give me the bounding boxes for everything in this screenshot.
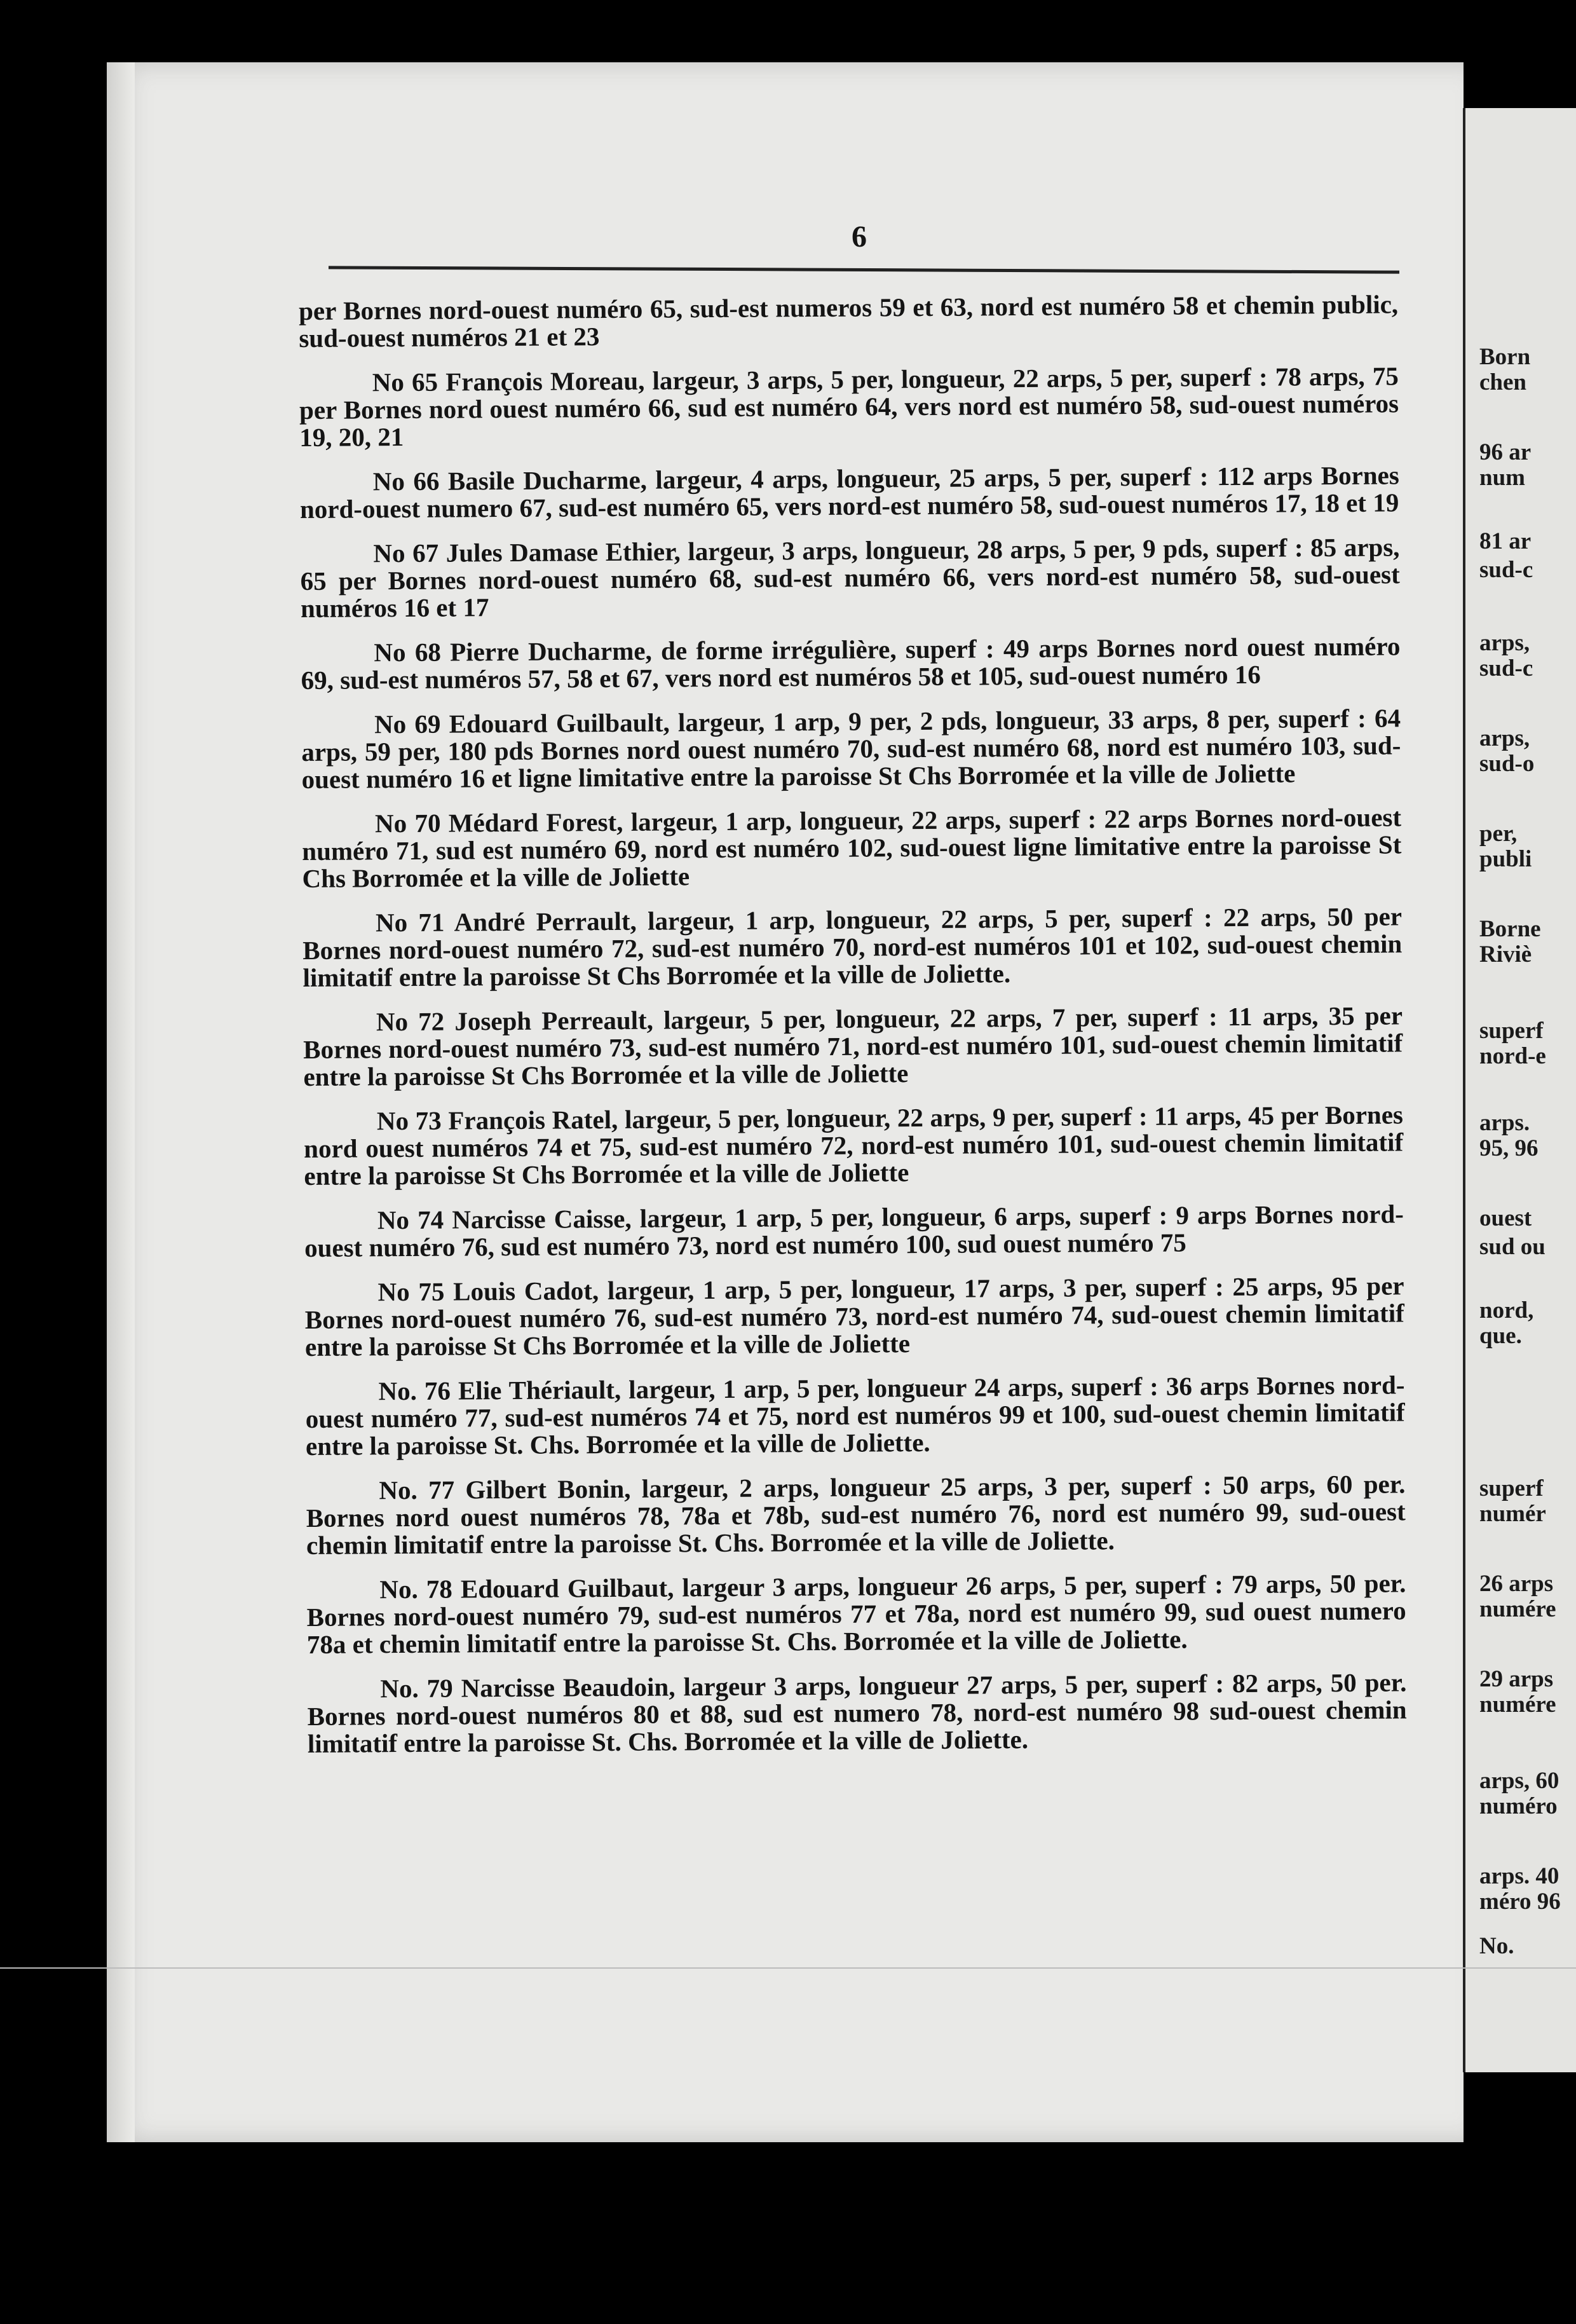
facing-page-text: 96 ar	[1479, 439, 1532, 465]
lot-entry	[305, 1371, 1405, 1460]
lot-entry	[300, 461, 1399, 523]
lot-descriptions	[299, 290, 1407, 1775]
lot-number: No 71	[375, 907, 445, 938]
microfilm-line	[0, 1967, 1576, 1969]
facing-page-text: que.	[1479, 1323, 1522, 1349]
facing-page-text: Born	[1479, 344, 1531, 370]
lot-number: No 68	[374, 637, 442, 667]
facing-page-text: Riviè	[1479, 941, 1532, 967]
lot-number: No. 76	[378, 1376, 451, 1406]
facing-page-text: superf	[1479, 1018, 1544, 1044]
facing-page-text: Borne	[1479, 916, 1541, 942]
facing-page-fragment	[1463, 108, 1576, 2072]
facing-page-text: numére	[1479, 1596, 1556, 1622]
lot-entry	[307, 1669, 1407, 1758]
lot-entry	[302, 903, 1403, 992]
lot-number: No 69	[374, 709, 441, 739]
lot-number: No 66	[372, 466, 440, 496]
lot-entry	[304, 1272, 1404, 1361]
lot-text: Narcisse Beaudoin, largeur 3 arps, longueur 27 arps, 5 per, superf : 82 arps, 50 per. Bornes nord-ouest numéros 80 et 88, sud est numero 78, nord-est numéro 98 sud-ouest chemin limitatif entre la paroisse St. Chs. Borromée et la ville de Joliette.	[307, 1667, 1407, 1758]
lot-entry	[301, 704, 1401, 793]
lot-entry	[306, 1470, 1406, 1559]
facing-page-text: arps. 40	[1479, 1863, 1559, 1889]
facing-page-text: numéro	[1479, 1793, 1558, 1819]
lot-text: Gilbert Bonin, largeur, 2 arps, longueur 25 arps, 3 per, superf : 50 arps, 60 per. Bornes nord ouest numéros 78, 78a et 78b, sud-est numéro 76, nord est numéro 99, sud-ouest chemin limitatif entre la paroisse St. Chs. Borromée et la ville de Joliette.	[306, 1469, 1406, 1560]
lot-text: Médard Forest, largeur, 1 arp, longueur, 22 arps, superf : 22 arps Bornes nord-ouest numéro 71, sud est numéro 69, nord est numéro 102, sud-ouest ligne limitative entre la paroisse St Chs Borromée et la ville de Joliette	[302, 802, 1402, 893]
lot-text: Narcisse Caisse, largeur, 1 arp, 5 per, longueur, 6 arps, superf : 9 arps Bornes nord-ouest numéro 76, sud est numéro 73, nord est numéro 100, sud ouest numéro 75	[304, 1199, 1404, 1262]
facing-page-text: 26 arps	[1479, 1571, 1554, 1597]
facing-page-text: No.	[1479, 1933, 1514, 1959]
facing-page-text: sud-o	[1479, 751, 1535, 777]
lot-entry	[304, 1200, 1404, 1262]
facing-page-text: chen	[1479, 369, 1526, 395]
facing-page-text: arps.	[1479, 1110, 1530, 1136]
lot-text: François Moreau, largeur, 3 arps, 5 per, longueur, 22 arps, 5 per, superf : 78 arps, 75 per Bornes nord ouest numéro 66, sud est numéro 64, vers nord est numéro 58, sud-ouest numéros 19, 20, 21	[299, 361, 1399, 452]
facing-page-text: sud-c	[1479, 557, 1533, 583]
page-number: 6	[852, 220, 867, 254]
lot-entry	[303, 1002, 1403, 1091]
facing-page-text: numére	[1479, 1692, 1556, 1718]
lot-number: No 75	[377, 1276, 445, 1307]
lot-text: Edouard Guilbault, largeur, 1 arp, 9 per, 2 pds, longueur, 33 arps, 8 per, superf : 64 arps, 59 per, 180 pds Bornes nord ouest numéro 70, sud-est numéro 68, nord est numéro 103, sud-ouest numéro 16 et ligne limitative entre la paroisse St Chs Borromée et la ville de Joliette	[301, 703, 1401, 794]
facing-page-text: superf	[1479, 1475, 1544, 1501]
lot-entry	[304, 1101, 1404, 1190]
lot-number: No 65	[372, 367, 438, 397]
facing-page-text: arps,	[1479, 630, 1530, 656]
facing-page-text: arps, 60	[1479, 1768, 1559, 1794]
lot-entry	[300, 533, 1400, 622]
facing-page-text: arps,	[1479, 725, 1530, 751]
lot-text: Elie Thériault, largeur, 1 arp, 5 per, longueur 24 arps, superf : 36 arps Bornes nord-ouest numéro 77, sud-est numéros 74 et 75, nord est numéros 99 et 100, sud-ouest chemin limitatif entre la paroisse St. Chs. Borromée et la ville de Joliette.	[305, 1370, 1405, 1461]
lot-text: Louis Cadot, largeur, 1 arp, 5 per, longueur, 17 arps, 3 per, superf : 25 arps, 95 per Bornes nord-ouest numéro 76, sud-est numéro 73, nord-est numéro 74, sud-ouest chemin limitatif entre la paroisse St Chs Borromée et la ville de Joliette	[304, 1271, 1404, 1362]
lot-text: Edouard Guilbaut, largeur 3 arps, longueur 26 arps, 5 per, superf : 79 arps, 50 per. Bornes nord-ouest numéro 79, sud-est numéros 77 et 78a, nord est numéro 99, sud ouest numero 78a et chemin limitatif entre la paroisse St. Chs. Borromée et la ville de Joliette.	[306, 1568, 1406, 1659]
facing-page-text: per,	[1479, 821, 1518, 847]
facing-page-text: nord-e	[1479, 1043, 1546, 1069]
lot-entry	[301, 632, 1400, 694]
lot-number: No. 77	[379, 1475, 455, 1505]
facing-page-text: numér	[1479, 1501, 1546, 1527]
lot-text: Pierre Ducharme, de forme irrégulière, superf : 49 arps Bornes nord ouest numéro 69, sud-est numéros 57, 58 et 67, vers nord est numéros 58 et 105, sud-ouest numéro 16	[301, 631, 1401, 695]
facing-page-text: 29 arps	[1479, 1666, 1554, 1692]
lot-number: No. 78	[379, 1574, 452, 1604]
facing-page-text: publi	[1479, 846, 1532, 872]
lot-number: No 74	[377, 1205, 444, 1235]
lot-text: Jules Damase Ethier, largeur, 3 arps, longueur, 28 arps, 5 per, 9 pds, superf : 85 arps, 65 per Bornes nord-ouest numéro 68, sud-est numéro 66, vers nord-est numéro 58, sud-ouest numéros 16 et 17	[300, 532, 1400, 623]
facing-page-text: sud ou	[1479, 1234, 1545, 1260]
lot-number: No 67	[373, 538, 439, 568]
lot-text: Basile Ducharme, largeur, 4 arps, longueur, 25 arps, 5 per, superf : 112 arps Bornes nord-ouest numero 67, sud-est numéro 65, vers nord-est numéro 58, sud-ouest numéros 17, 18 et 19	[299, 460, 1399, 524]
lot-entry	[302, 803, 1402, 892]
lot-text: François Ratel, largeur, 5 per, longueur, 22 arps, 9 per, superf : 11 arps, 45 per Bornes nord ouest numéros 74 et 75, sud-est numéro 72, nord-est numéro 101, sud-ouest chemin limitatif entre la paroisse St Chs Borromée et la ville de Joliette	[304, 1100, 1404, 1191]
lot-entry	[299, 362, 1399, 451]
page-binding-shadow	[107, 62, 135, 2142]
facing-page-text: ouest	[1479, 1205, 1532, 1231]
lot-text: per Bornes nord-ouest numéro 65, sud-est numeros 59 et 63, nord est numéro 58 et chemin public, sud-ouest numéros 21 et 23	[298, 289, 1399, 353]
lot-entry	[299, 290, 1398, 352]
facing-page-text: 81 ar	[1479, 528, 1532, 554]
lot-number: No. 79	[380, 1673, 453, 1704]
lot-text: Joseph Perreault, largeur, 5 per, longueur, 22 arps, 7 per, superf : 11 arps, 35 per Bornes nord-ouest numéro 73, sud-est numéro 71, nord-est numéro 101, sud-ouest chemin limitatif entre la paroisse St Chs Borromée et la ville de Joliette	[303, 1001, 1403, 1091]
facing-page-text: num	[1479, 465, 1525, 491]
facing-page-text: méro 96	[1479, 1889, 1561, 1915]
lot-text: André Perrault, largeur, 1 arp, longueur, 22 arps, 5 per, superf : 22 arps, 50 per Bornes nord-ouest numéro 72, sud-est numéro 70, nord-est numéros 101 et 102, sud-ouest chemin limitatif entre la paroisse St Chs Borromée et la ville de Joliette.	[302, 901, 1403, 992]
lot-entry	[306, 1569, 1406, 1658]
lot-number: No 72	[376, 1006, 445, 1037]
facing-page-text: 95, 96	[1479, 1135, 1539, 1161]
lot-number: No 73	[376, 1105, 442, 1136]
lot-number: No 70	[374, 808, 441, 838]
facing-page-text: sud-c	[1479, 655, 1533, 681]
facing-page-text: nord,	[1479, 1297, 1534, 1323]
